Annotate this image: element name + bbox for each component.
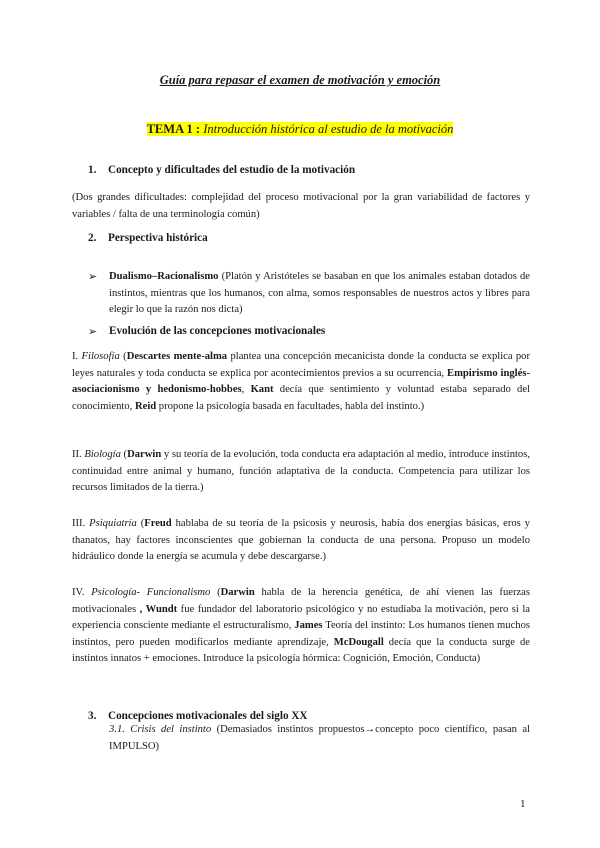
psicologia-bold-2: , Wundt bbox=[139, 603, 178, 615]
filosofia-label: Filosofía bbox=[81, 351, 120, 362]
filosofia-bold-1: Descartes mente-alma bbox=[126, 351, 228, 362]
filosofia-bold-2: Empirismo inglés-asociacionismo y hedonismo-hobbes bbox=[72, 367, 530, 395]
bullet-dualismo-bold: Dualismo–Racionalismo bbox=[109, 271, 219, 282]
filosofia-text-5: propone la psicología basada en facultades, habla del instinto.) bbox=[156, 400, 425, 412]
tema-highlight bbox=[147, 122, 454, 136]
section-2-title: Perspectiva histórica bbox=[108, 232, 208, 244]
psicologia-bold-3: James bbox=[294, 620, 323, 631]
filosofia-text-1: ( bbox=[119, 351, 127, 362]
biologia-label: Biología bbox=[84, 449, 121, 460]
section-1-title: Concepto y dificultades del estudio de la motivación bbox=[108, 164, 356, 176]
filosofia-text-4: decía que sentimiento y voluntad estaba separado del conocimiento, bbox=[72, 384, 530, 412]
psicologia-label: Psicología- Funcionalismo bbox=[91, 587, 211, 598]
psiquiatria-text-2: hablaba de su teoría de la psicosis y neurosis, había dos energías básicas, eros y thanatos, hay factores inconscientes que gobiernan la conducta de una persona. Propuso un modelo hidráulico donde la energía se acumula y debe descargarse.) bbox=[72, 518, 530, 562]
section-2-number: 2. bbox=[88, 232, 97, 244]
subsection-3-1-label: Crisis del instinto bbox=[124, 724, 212, 735]
psicologia-number: IV. bbox=[72, 587, 92, 598]
filosofia-number: I. bbox=[72, 351, 82, 362]
section-1-number: 1. bbox=[88, 164, 97, 176]
tema-subtitle: Introducción histórica al estudio de la motivación bbox=[203, 122, 454, 136]
paragraph-filosofia bbox=[72, 349, 530, 415]
psiquiatria-text-1: ( bbox=[136, 518, 145, 529]
biologia-text-1: ( bbox=[120, 449, 128, 460]
section-3-title: Concepciones motivacionales del siglo XX bbox=[108, 710, 308, 722]
tema-label: TEMA 1 bbox=[146, 122, 193, 136]
biologia-text-2: y su teoría de la evolución, toda conducta era adaptación al medio, introduce instintos, continuidad entre animal y humano, función adaptativa de la conducta. Competencia para utilizar los recursos limitados de la tierra.) bbox=[72, 449, 530, 493]
tema-heading bbox=[0, 122, 600, 137]
filosofia-bold-3: Kant bbox=[250, 384, 274, 395]
psicologia-bold-4: McDougall bbox=[333, 636, 384, 648]
section-3-number: 3. bbox=[88, 710, 97, 722]
psiquiatria-number: III. bbox=[72, 518, 90, 529]
subsection-3-1 bbox=[109, 722, 530, 755]
bullet-dualismo bbox=[109, 269, 530, 319]
paragraph-psicologia bbox=[72, 585, 530, 668]
psiquiatria-label: Psiquiatría bbox=[89, 518, 137, 529]
psicologia-text-1: ( bbox=[210, 587, 221, 598]
filosofia-bold-4: Reid bbox=[134, 400, 157, 412]
psiquiatria-bold-1: Freud bbox=[144, 518, 172, 529]
filosofia-text-2: plantea una concepción mecanicista donde la conducta se explica por leyes naturales y toda conducta se explica por acontecimientos previos a su ocurrencia, bbox=[72, 351, 531, 379]
psicologia-text-4: Teoría del instinto: Los humanos tienen muchos instintos, pero pueden modificarlos mediante aprendizaje, bbox=[72, 620, 530, 648]
psicologia-text-3: fue fundador del laboratorio psicológico y no estudiaba la motivación, pero si la experiencia consciente mediante el estructuralismo, bbox=[72, 603, 530, 631]
bullet-arrow-icon: ➢ bbox=[88, 271, 98, 283]
biologia-bold-1: Darwin bbox=[127, 449, 162, 460]
page-number: 1 bbox=[520, 798, 526, 810]
paragraph-biologia bbox=[72, 447, 530, 497]
psicologia-text-5: decía que la conducta surge de instintos innatos + emociones. Introduce la psicología hórmica: Cognición, Emoción, Conducta) bbox=[72, 636, 530, 664]
section-2-heading bbox=[88, 232, 208, 244]
biologia-number: II. bbox=[72, 449, 85, 460]
subsection-3-1-number: 3.1. bbox=[109, 724, 125, 735]
bullet-arrow-icon: ➢ bbox=[88, 326, 98, 338]
document-title: Guía para repasar el examen de motivación y emoción bbox=[159, 73, 441, 87]
tema-colon: : bbox=[192, 122, 201, 136]
filosofia-text-3: , bbox=[241, 384, 251, 395]
subsection-3-1-text: (Demasiados instintos propuestos→concepto poco científico, pasan al IMPULSO) bbox=[109, 724, 530, 752]
section-1-text: (Dos grandes dificultades: complejidad del proceso motivacional por la gran variabilidad de factores y variables / falta de una terminología común) bbox=[72, 192, 530, 220]
psicologia-text-2: habla de la herencia genética, de ahí vienen las fuerzas motivacionales bbox=[72, 587, 530, 615]
section-1-heading bbox=[88, 164, 355, 176]
bullet-dualismo-text: (Platón y Aristóteles se basaban en que los animales estaban dotados de instintos, mientras que los humanos, con alma, somos responsables de nuestros actos y libres para elegir lo que la razón nos dicta) bbox=[109, 271, 530, 315]
section-3-heading bbox=[88, 710, 308, 722]
psicologia-bold-1: Darwin bbox=[220, 587, 255, 598]
bullet-evolucion: Evolución de las concepciones motivacionales bbox=[109, 325, 326, 337]
paragraph-psiquiatria bbox=[72, 516, 530, 566]
